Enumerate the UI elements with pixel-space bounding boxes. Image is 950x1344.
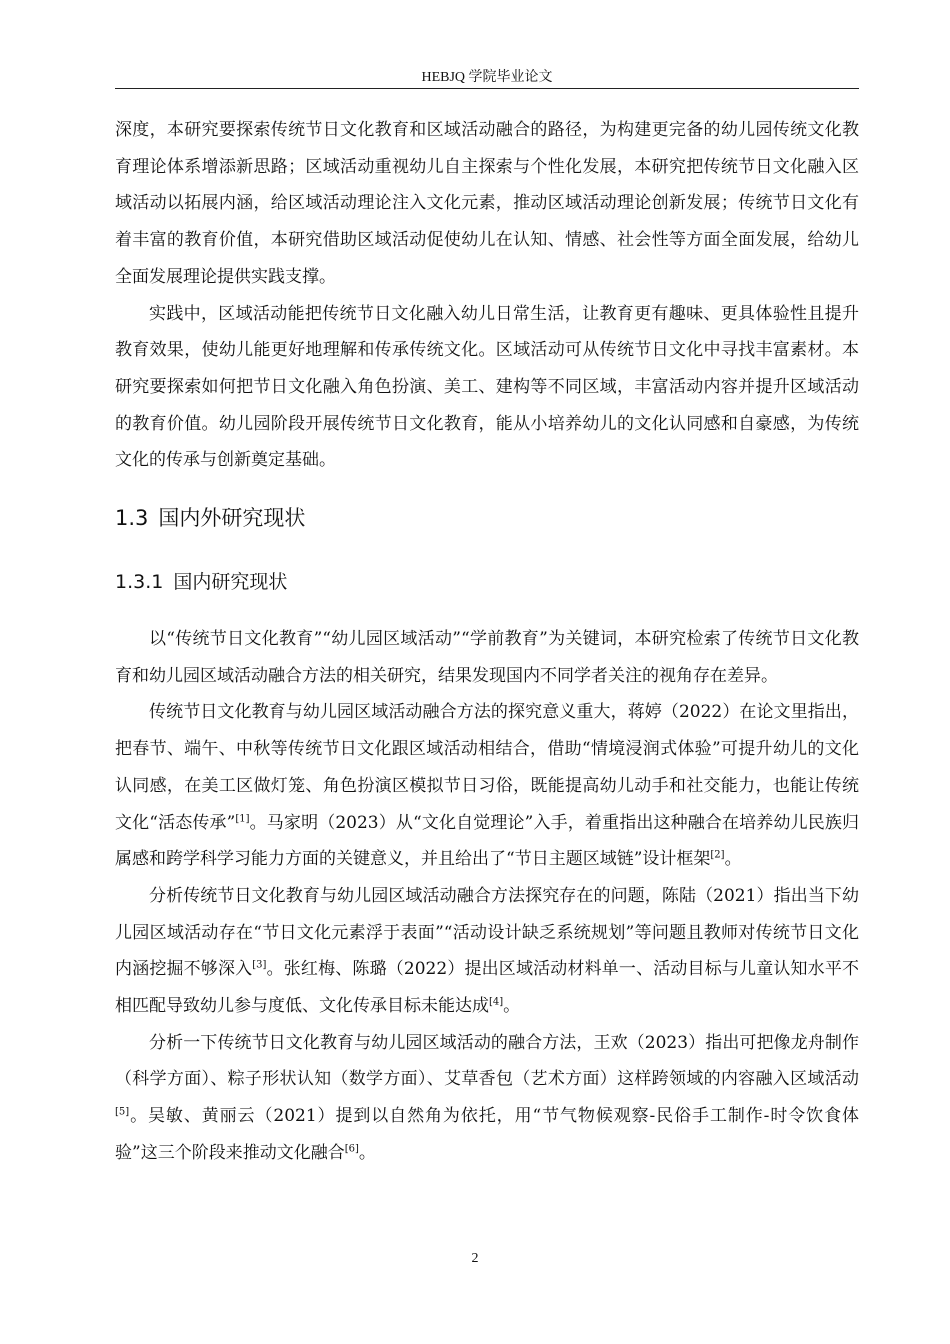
subsection-number: 1.3.1: [115, 571, 164, 594]
main-content: [115, 112, 859, 1172]
citation-ref-6: [6]: [344, 1143, 359, 1155]
text-segment: 分析传统节日文化教育与幼儿园区域活动融合方法探究存在的问题，陈陆（2021）指出当下幼儿园区域活动存在“节日文化元素浮于表面”“活动设计缺乏系统规划”等问题且教师对传统节日文化内涵挖掘不够深入: [115, 885, 859, 980]
section-heading-1-3: [115, 503, 859, 557]
subsection-title: 国内研究现状: [173, 571, 288, 594]
paragraph-methods: [115, 1025, 859, 1172]
citation-ref-5: [5]: [115, 1106, 130, 1118]
text-segment: 。张红梅、陈璐（2022）提出区域活动材料单一、活动目标与儿童认知水平不相匹配导致幼儿参与度低、文化传承目标未能达成: [115, 959, 859, 1017]
citation-ref-1: [1]: [235, 812, 250, 824]
text-segment: 分析一下传统节日文化教育与幼儿园区域活动的融合方法，王欢（2023）指出可把像龙舟制作（科学方面）、粽子形状认知（数学方面）、艾草香包（艺术方面）这样跨领域的内容融入区域活动: [115, 1032, 859, 1090]
citation-ref-4: [4]: [489, 996, 504, 1008]
paragraph-significance: [115, 694, 859, 878]
text-segment: 传统节日文化教育与幼儿园区域活动融合方法的探究意义重大，蒋婷（2022）在论文里指出，把春节、端午、中秋等传统节日文化跟区域活动相结合，借助“情境浸润式体验”可提升幼儿的文化认同感，在美工区做灯笼、角色扮演区模拟节日习俗，既能提高幼儿动手和社交能力，也能让传统文化“活态传承”: [115, 702, 859, 833]
running-header: HEBJQ 学院毕业论文: [421, 70, 553, 85]
section-title: 国内外研究现状: [158, 506, 306, 531]
paragraph-continued: 深度，本研究要探索传统节日文化教育和区域活动融合的路径，为构建更完备的幼儿园传统文化教育理论体系增添新思路；区域活动重视幼儿自主探索与个性化发展，本研究把传统节日文化融入区域活动以拓展内涵，给区域活动理论注入文化元素，推动区域活动理论创新发展；传统节日文化有着丰富的教育价值，本研究借助区域活动促使幼儿在认知、情感、社会性等方面全面发展，给幼儿全面发展理论提供实践支撑。: [115, 120, 859, 287]
subsection-heading-1-3-1: [115, 567, 859, 621]
paragraph-practice: 实践中，区域活动能把传统节日文化融入幼儿日常生活，让教育更有趣味、更具体验性且提升教育效果，使幼儿能更好地理解和传承传统文化。区域活动可从传统节日文化中寻找丰富素材。本研究要探索如何把节日文化融入角色扮演、美工、建构等不同区域，丰富活动内容并提升区域活动的教育价值。幼儿园阶段开展传统节日文化教育，能从小培养幼儿的文化认同感和自豪感，为传统文化的传承与创新奠定基础。: [115, 303, 859, 471]
citation-ref-3: [3]: [252, 959, 267, 971]
paragraph-problems: [115, 878, 859, 1025]
text-segment: 。: [358, 1142, 376, 1163]
header-divider: [115, 88, 859, 89]
text-segment: 。吴敏、黄丽云（2021）提到以自然角为依托，用“节气物候观察-民俗手工制作-时令饮食体验”这三个阶段来推动文化融合: [115, 1106, 859, 1163]
text-segment: 。: [503, 996, 521, 1017]
text-segment: 。: [724, 849, 742, 870]
citation-ref-2: [2]: [710, 849, 725, 861]
paragraph-keywords: 以“传统节日文化教育”“幼儿园区域活动”“学前教育”为关键词，本研究检索了传统节日文化教育和幼儿园区域活动融合方法的相关研究，结果发现国内不同学者关注的视角存在差异。: [115, 629, 859, 686]
page-number: 2: [471, 1251, 479, 1266]
text-segment: 。马家明（2023）从“文化自觉理论”入手，着重指出这种融合在培养幼儿民族归属感和跨学科学习能力方面的关键意义，并且给出了“节日主题区域链”设计框架: [115, 812, 859, 870]
section-number: 1.3: [115, 506, 149, 531]
